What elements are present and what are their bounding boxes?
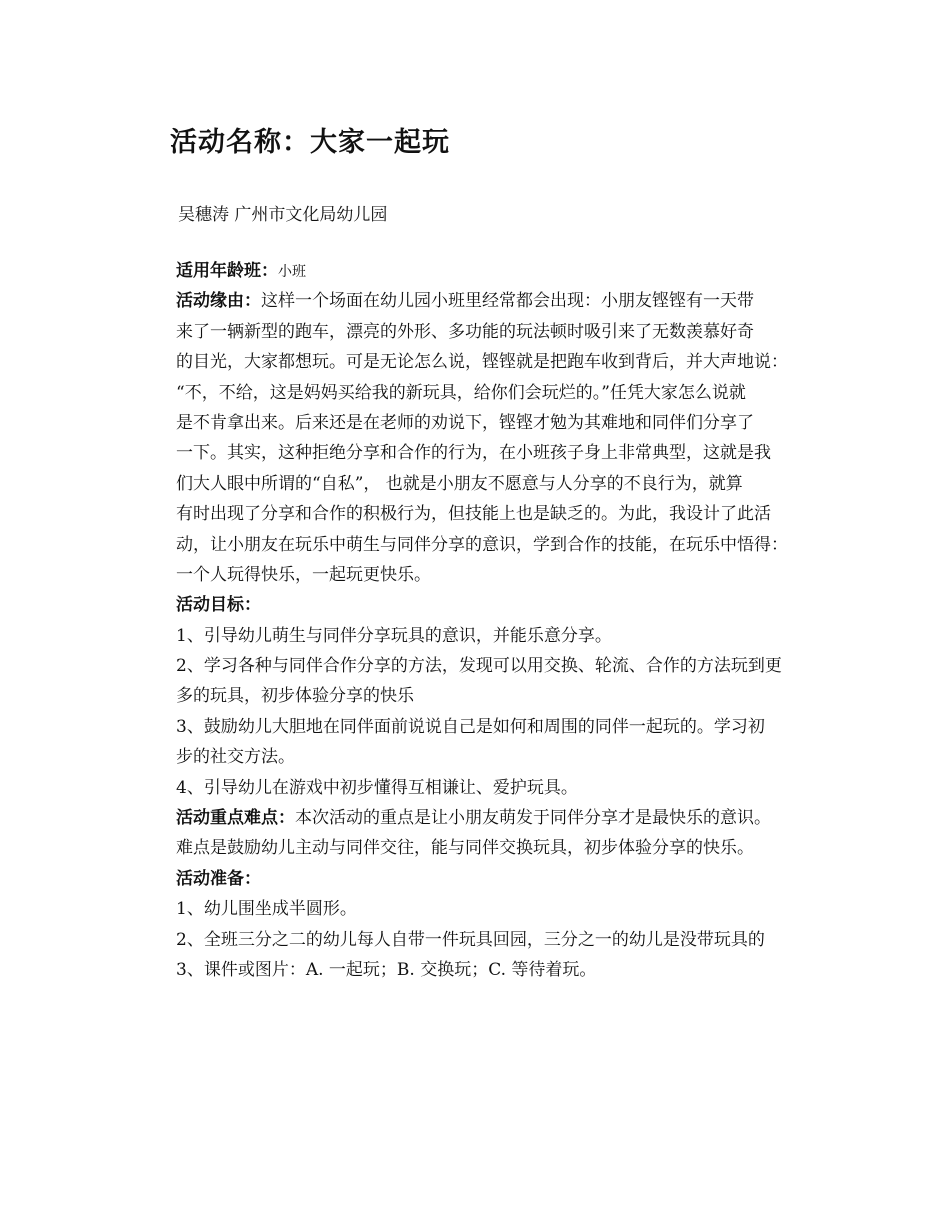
goal-line: 步的社交方法。 xyxy=(176,747,295,768)
origin-line: 来了一辆新型的跑车，漂亮的外形、多功能的玩法顿时吸引来了无数羡慕好奇 xyxy=(176,321,754,342)
origin-line: 活动缘由：这样一个场面在幼儿园小班里经常都会出现：小朋友铿铿有一天带 xyxy=(176,286,832,316)
preparation-line: 3、课件或图片：A. 一起玩；B. 交换玩；C. 等待着玩。 xyxy=(176,959,597,980)
preparation-line: 1、幼儿围坐成半圆形。 xyxy=(176,899,357,920)
origin-line: 动，让小朋友在玩乐中萌生与同伴分享的意识，学到合作的技能，在玩乐中悟得： xyxy=(176,534,788,555)
age-group-label: 适用年龄班： xyxy=(176,261,278,281)
author-line: 吴穗涛 广州市文化局幼儿园 xyxy=(178,205,388,225)
goal-line: 1、引导幼儿萌生与同伴分享玩具的意识，并能乐意分享。 xyxy=(176,625,612,646)
key-points-line: 活动重点难点：本次活动的重点是让小朋友萌发于同伴分享才是最快乐的意识。 xyxy=(176,808,771,829)
goal-line: 4、引导幼儿在游戏中初步懂得互相谦让、爱护玩具。 xyxy=(176,777,578,798)
key-points-line: 难点是鼓励幼儿主动与同伴交往，能与同伴交换玩具，初步体验分享的快乐。 xyxy=(176,838,754,859)
goals-heading: 活动目标： xyxy=(176,595,261,616)
age-group-value: 小班 xyxy=(278,264,306,280)
origin-line: 有时出现了分享和合作的积极行为，但技能上也是缺乏的。为此，我设计了此活 xyxy=(176,504,771,525)
origin-line: “不，不给，这是妈妈买给我的新玩具，给你们会玩烂的。”任凭大家怎么说就 xyxy=(176,382,746,403)
goal-line: 多的玩具，初步体验分享的快乐 xyxy=(176,686,414,707)
origin-label: 活动缘由： xyxy=(176,291,261,312)
goal-line: 2、学习各种与同伴合作分享的方法，发现可以用交换、轮流、合作的方法玩到更 xyxy=(176,656,782,677)
key-points-label: 活动重点难点： xyxy=(176,808,295,829)
age-group-line xyxy=(176,256,832,286)
document-title: 活动名称：大家一起玩 xyxy=(170,127,450,158)
origin-line: 们大人眼中所谓的“自私”， 也就是小朋友不愿意与人分享的不良行为，就算 xyxy=(176,473,743,494)
origin-line: 是不肯拿出来。后来还是在老师的劝说下，铿铿才勉为其难地和同伴们分享了 xyxy=(176,412,754,433)
origin-line: 一下。其实，这种拒绝分享和合作的行为，在小班孩子身上非常典型，这就是我 xyxy=(176,443,771,464)
origin-line: 一个人玩得快乐，一起玩更快乐。 xyxy=(176,564,431,585)
preparation-line: 2、全班三分之二的幼儿每人自带一件玩具回园，三分之一的幼儿是没带玩具的 xyxy=(176,929,765,950)
goal-line: 3、鼓励幼儿大胆地在同伴面前说说自己是如何和周围的同伴一起玩的。学习初 xyxy=(176,716,765,737)
origin-line: 的目光，大家都想玩。可是无论怎么说，铿铿就是把跑车收到背后，并大声地说： xyxy=(176,352,788,373)
document-body xyxy=(176,256,832,985)
preparation-heading: 活动准备： xyxy=(176,868,261,889)
